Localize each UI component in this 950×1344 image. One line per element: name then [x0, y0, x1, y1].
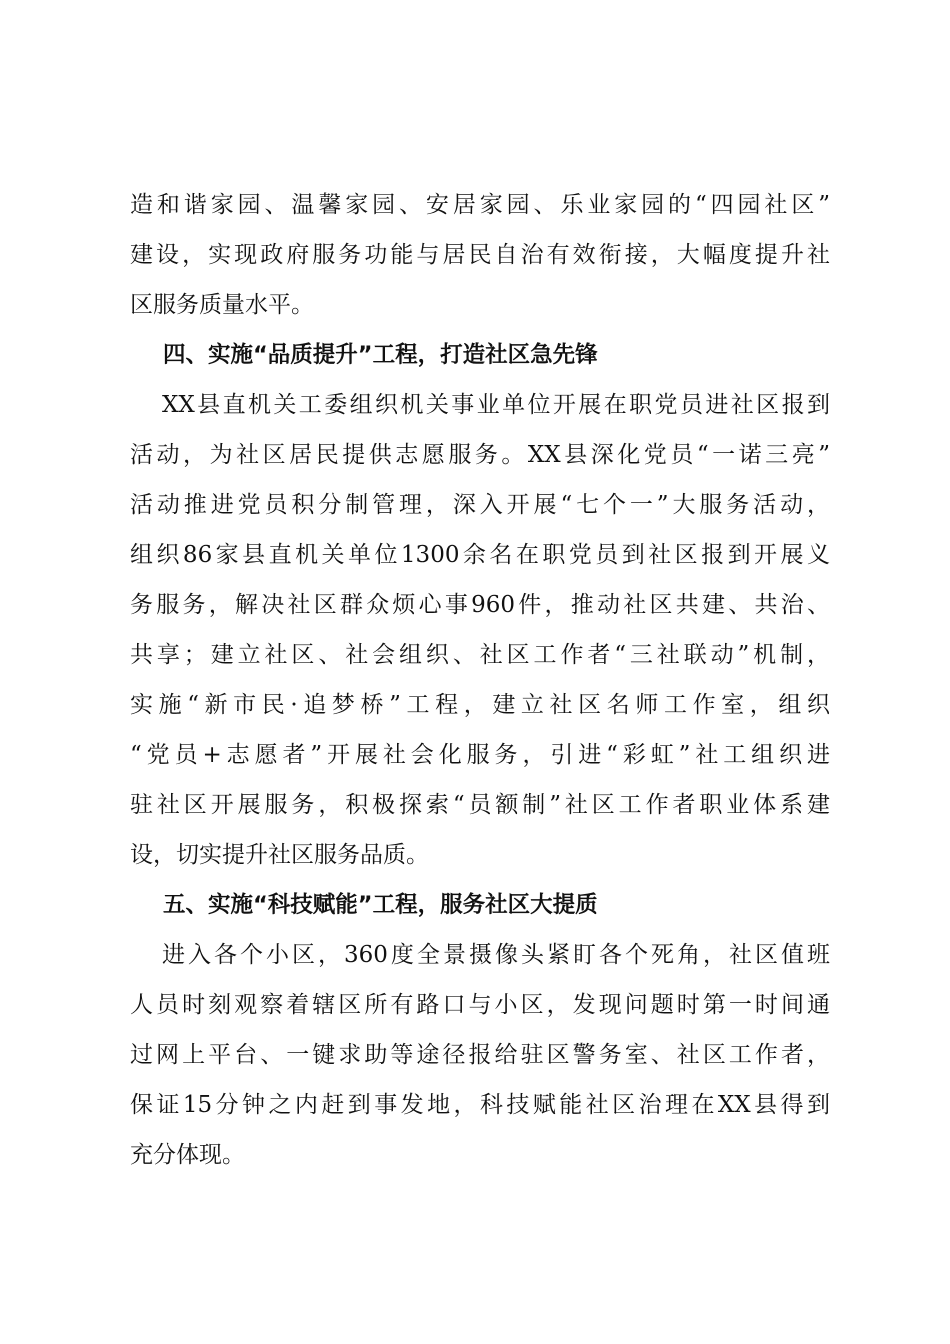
section-four-paragraph	[130, 380, 830, 880]
document-body	[130, 180, 830, 1180]
paragraph-line: 组织86家县直机关单位1300余名在职党员到社区报到开展义	[130, 542, 830, 568]
section-five-heading: 五、实施“科技赋能”工程，服务社区大提质	[163, 892, 598, 918]
paragraph-line: 造和谐家园、温馨家园、安居家园、乐业家园的“四园社区”	[130, 192, 830, 218]
paragraph-line: 活动，为社区居民提供志愿服务。XX县深化党员“一诺三亮”	[130, 442, 830, 468]
paragraph-line: XX县直机关工委组织机关事业单位开展在职党员进社区报到	[162, 392, 830, 418]
paragraph-line: 设，切实提升社区服务品质。	[130, 842, 429, 868]
paragraph-line: “党员+志愿者”开展社会化服务，引进“彩虹”社工组织进	[130, 742, 830, 768]
paragraph-line: 建设，实现政府服务功能与居民自治有效衔接，大幅度提升社	[130, 242, 830, 268]
section-five-paragraph	[130, 930, 830, 1180]
paragraph-line: 区服务质量水平。	[130, 292, 314, 318]
section-four-heading: 四、实施“品质提升”工程，打造社区急先锋	[163, 342, 598, 368]
paragraph-line: 务服务，解决社区群众烦心事960件，推动社区共建、共治、	[130, 592, 830, 618]
paragraph-line: 驻社区开展服务，积极探索“员额制”社区工作者职业体系建	[130, 792, 830, 818]
intro-paragraph	[130, 180, 830, 330]
paragraph-line: 过网上平台、一键求助等途径报给驻区警务室、社区工作者，	[130, 1042, 830, 1068]
paragraph-line: 实施“新市民·追梦桥”工程，建立社区名师工作室，组织	[130, 692, 830, 718]
paragraph-line: 活动推进党员积分制管理，深入开展“七个一”大服务活动，	[130, 492, 830, 518]
paragraph-line: 人员时刻观察着辖区所有路口与小区，发现问题时第一时间通	[130, 992, 830, 1018]
paragraph-line: 共享；建立社区、社会组织、社区工作者“三社联动”机制，	[130, 642, 830, 668]
paragraph-line: 进入各个小区，360度全景摄像头紧盯各个死角，社区值班	[162, 942, 830, 968]
paragraph-line: 充分体现。	[130, 1142, 245, 1168]
paragraph-line: 保证15分钟之内赶到事发地，科技赋能社区治理在XX县得到	[130, 1092, 830, 1118]
